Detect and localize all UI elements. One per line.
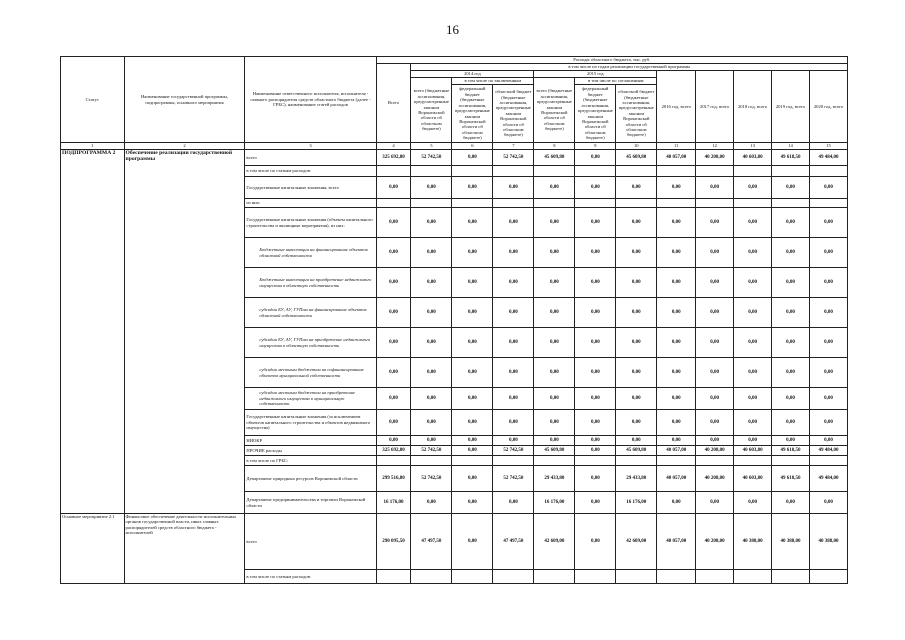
value-cell: 40 208,00 (696, 446, 734, 456)
value-cell: 52 742,50 (493, 466, 534, 492)
value-cell (696, 199, 734, 208)
value-cell: 0,00 (575, 358, 616, 388)
value-cell: 0,00 (493, 268, 534, 298)
column-number: 15 (809, 143, 847, 150)
column-number: 10 (616, 143, 657, 150)
value-cell: 0,00 (575, 177, 616, 199)
value-cell: 0,00 (376, 177, 411, 199)
value-cell: 0,00 (734, 388, 772, 410)
value-cell: 0,00 (452, 466, 493, 492)
value-cell: 0,00 (411, 410, 452, 436)
value-cell: 0,00 (734, 358, 772, 388)
value-cell: 0,00 (772, 410, 810, 436)
value-cell: 0,00 (696, 388, 734, 410)
value-cell: 40 388,00 (809, 514, 847, 570)
value-cell (734, 199, 772, 208)
value-cell: 52 742,50 (411, 466, 452, 492)
value-cell: 0,00 (534, 208, 575, 238)
row-label: всего (245, 150, 376, 166)
value-cell: 0,00 (696, 410, 734, 436)
row-label: Государственные капитальные вложения (за исключением объектов капитального строительства и объектов недвижимого имущества) (245, 410, 376, 436)
value-cell (696, 570, 734, 584)
value-cell: 0,00 (376, 268, 411, 298)
header-2019: 2019 год, всего (772, 71, 810, 143)
value-cell: 0,00 (452, 177, 493, 199)
value-cell (493, 456, 534, 466)
value-cell: 0,00 (452, 492, 493, 514)
table-row (61, 150, 848, 166)
value-cell: 0,00 (376, 388, 411, 410)
value-cell: 0,00 (772, 208, 810, 238)
value-cell (575, 456, 616, 466)
value-cell: 0,00 (534, 328, 575, 358)
value-cell: 0,00 (657, 268, 696, 298)
value-cell (493, 570, 534, 584)
value-cell: 0,00 (734, 410, 772, 436)
row-label: Бюджетные инвестиции на финансирование объектов областной собственности (245, 238, 376, 268)
value-cell: 40 603,80 (734, 466, 772, 492)
value-cell: 0,00 (411, 268, 452, 298)
value-cell: 47 497,50 (411, 514, 452, 570)
value-cell: 0,00 (734, 492, 772, 514)
value-cell: 0,00 (575, 436, 616, 446)
value-cell: 0,00 (575, 514, 616, 570)
value-cell (657, 166, 696, 177)
column-number: 5 (411, 143, 452, 150)
value-cell (411, 166, 452, 177)
header-2015-regional: областной бюджет (бюджетные ассигнования, предусмотренные законом Воронежской области об областном бюджете) (616, 85, 657, 143)
value-cell: 0,00 (809, 268, 847, 298)
value-cell (575, 199, 616, 208)
table-row (61, 514, 848, 570)
row-label: субсидии местным бюджетам на приобретение недвижимого имущества в муниципальную собственность (245, 388, 376, 410)
value-cell (734, 570, 772, 584)
value-cell: 0,00 (411, 177, 452, 199)
value-cell: 0,00 (809, 358, 847, 388)
value-cell: 0,00 (376, 238, 411, 268)
value-cell: 0,00 (772, 388, 810, 410)
value-cell (376, 199, 411, 208)
value-cell: 0,00 (696, 436, 734, 446)
value-cell: 0,00 (616, 328, 657, 358)
value-cell: 0,00 (696, 328, 734, 358)
value-cell: 40 603,80 (734, 150, 772, 166)
row-label: субсидии местным бюджетам на софинансирование объектов муниципальной собственности (245, 358, 376, 388)
row-label: Государственные капитальные вложения, всего (245, 177, 376, 199)
value-cell: 0,00 (616, 436, 657, 446)
header-by-years: в том числе по годам реализации государственной программы (411, 64, 848, 71)
value-cell: 0,00 (575, 328, 616, 358)
value-cell (696, 456, 734, 466)
value-cell: 0,00 (772, 177, 810, 199)
header-2015-federal: федеральный бюджет (бюджетные ассигнования, предусмотренные законом Воронежской области об областном бюджете) (575, 85, 616, 143)
header-executor: Наименование ответственного исполнителя, исполнителя - главного распорядителя средств областного бюджета (далее - ГРБС), наименование статей расходов (245, 57, 376, 143)
value-cell (534, 199, 575, 208)
value-cell: 0,00 (734, 298, 772, 328)
value-cell (696, 166, 734, 177)
value-cell: 0,00 (575, 466, 616, 492)
value-cell: 0,00 (493, 238, 534, 268)
value-cell: 0,00 (616, 177, 657, 199)
measure-name: Финансовое обеспечение деятельности исполнительных органов государственной власти, иных главных распорядителей средств областного бюджета - исполнителей (124, 514, 245, 584)
row-label: в том числе по статьям расходов: (245, 570, 376, 584)
value-cell: 0,00 (575, 492, 616, 514)
value-cell: 0,00 (809, 436, 847, 446)
value-cell: 0,00 (772, 328, 810, 358)
value-cell: 0,00 (376, 208, 411, 238)
value-cell (376, 570, 411, 584)
value-cell: 45 609,80 (616, 150, 657, 166)
value-cell: 0,00 (809, 177, 847, 199)
value-cell: 29 433,80 (616, 466, 657, 492)
header-2018: 2018 год, всего (734, 71, 772, 143)
value-cell: 0,00 (452, 388, 493, 410)
column-number: 13 (734, 143, 772, 150)
value-cell: 0,00 (616, 410, 657, 436)
header-total: Всего (376, 64, 411, 143)
header-2014: 2014 год (411, 71, 534, 78)
value-cell: 0,00 (696, 238, 734, 268)
value-cell: 0,00 (772, 238, 810, 268)
header-2015: 2015 год (534, 71, 657, 78)
column-number: 14 (772, 143, 810, 150)
value-cell: 0,00 (534, 268, 575, 298)
page-number: 16 (446, 22, 459, 37)
value-cell: 0,00 (657, 492, 696, 514)
value-cell: 0,00 (734, 238, 772, 268)
header-2014-regional: областной бюджет (бюджетные ассигнования, предусмотренные законом Воронежской области об областном бюджете) (493, 85, 534, 143)
value-cell: 0,00 (616, 268, 657, 298)
value-cell: 0,00 (657, 238, 696, 268)
value-cell (809, 456, 847, 466)
header-status: Статус (61, 57, 125, 143)
header-2020: 2020 год, всего (809, 71, 847, 143)
value-cell (616, 199, 657, 208)
value-cell: 0,00 (696, 208, 734, 238)
subprogram-name: Обеспечение реализации государственной программы (124, 150, 245, 514)
value-cell: 0,00 (657, 298, 696, 328)
header-program-name: Наименование государственной программы, подпрограммы, основного мероприятия (124, 57, 245, 143)
value-cell: 0,00 (534, 238, 575, 268)
header-2016: 2016 год, всего (657, 71, 696, 143)
value-cell: 0,00 (616, 208, 657, 238)
value-cell (575, 166, 616, 177)
value-cell (452, 570, 493, 584)
column-number: 3 (245, 143, 376, 150)
value-cell: 49 618,50 (772, 150, 810, 166)
value-cell: 42 609,00 (616, 514, 657, 570)
value-cell (493, 166, 534, 177)
value-cell (452, 456, 493, 466)
value-cell: 0,00 (493, 298, 534, 328)
value-cell: 49 484,00 (809, 466, 847, 492)
row-label: субсидии БУ, АУ, ГУПам на приобретение недвижимого имущества в областную собственность (245, 328, 376, 358)
value-cell: 40 388,00 (734, 514, 772, 570)
value-cell: 0,00 (696, 177, 734, 199)
row-label: всего (245, 514, 376, 570)
value-cell: 0,00 (616, 388, 657, 410)
value-cell: 0,00 (575, 268, 616, 298)
value-cell: 40 603,80 (734, 446, 772, 456)
row-label: в том числе по статьям расходов: (245, 166, 376, 177)
value-cell: 0,00 (616, 238, 657, 268)
value-cell: 0,00 (734, 436, 772, 446)
value-cell (772, 199, 810, 208)
value-cell: 45 609,80 (616, 446, 657, 456)
value-cell: 0,00 (657, 328, 696, 358)
value-cell: 40 208,00 (696, 150, 734, 166)
value-cell: 0,00 (809, 410, 847, 436)
value-cell: 16 176,00 (534, 492, 575, 514)
value-cell: 0,00 (534, 177, 575, 199)
header-2014-federal: федеральный бюджет (бюджетные ассигнования, предусмотренные законом Воронежской области об областном бюджете) (452, 85, 493, 143)
value-cell: 0,00 (493, 208, 534, 238)
value-cell (657, 456, 696, 466)
budget-table-sheet (60, 56, 848, 584)
value-cell: 290 095,50 (376, 514, 411, 570)
column-number: 1 (61, 143, 125, 150)
value-cell: 40 057,00 (657, 446, 696, 456)
value-cell: 40 208,00 (696, 514, 734, 570)
value-cell: 325 692,80 (376, 150, 411, 166)
header-2014-contracts: в том числе по заключенным (452, 78, 534, 85)
value-cell (657, 199, 696, 208)
value-cell: 0,00 (452, 328, 493, 358)
value-cell: 0,00 (657, 410, 696, 436)
value-cell: 0,00 (493, 492, 534, 514)
value-cell (616, 570, 657, 584)
value-cell: 0,00 (772, 268, 810, 298)
value-cell (411, 570, 452, 584)
row-label: НИОКР (245, 436, 376, 446)
value-cell: 42 609,00 (534, 514, 575, 570)
header-expenditures: Расходы областного бюджета, тыс. руб. (376, 57, 847, 64)
value-cell: 0,00 (616, 298, 657, 328)
value-cell (734, 456, 772, 466)
value-cell: 0,00 (411, 328, 452, 358)
column-number: 7 (493, 143, 534, 150)
value-cell: 0,00 (411, 298, 452, 328)
value-cell: 16 176,00 (616, 492, 657, 514)
value-cell (452, 166, 493, 177)
value-cell: 0,00 (452, 410, 493, 436)
value-cell: 0,00 (575, 150, 616, 166)
value-cell: 0,00 (809, 238, 847, 268)
value-cell: 0,00 (734, 208, 772, 238)
value-cell (376, 166, 411, 177)
column-number: 4 (376, 143, 411, 150)
value-cell (411, 456, 452, 466)
value-cell: 0,00 (734, 177, 772, 199)
value-cell: 45 609,80 (534, 446, 575, 456)
value-cell: 0,00 (575, 298, 616, 328)
value-cell: 0,00 (452, 238, 493, 268)
header-2014-total: всего (бюджетные ассигнования, предусмотренные законом Воронежской области об областном бюджете) (411, 78, 452, 143)
header-2017: 2017 год, всего (696, 71, 734, 143)
value-cell (534, 166, 575, 177)
value-cell: 0,00 (493, 358, 534, 388)
value-cell: 0,00 (575, 410, 616, 436)
value-cell (534, 570, 575, 584)
value-cell: 52 742,50 (493, 150, 534, 166)
value-cell (376, 456, 411, 466)
value-cell (493, 199, 534, 208)
value-cell: 0,00 (696, 298, 734, 328)
column-number: 8 (534, 143, 575, 150)
value-cell: 0,00 (809, 328, 847, 358)
value-cell (616, 456, 657, 466)
value-cell (534, 456, 575, 466)
value-cell: 0,00 (575, 238, 616, 268)
value-cell (772, 570, 810, 584)
value-cell: 0,00 (696, 268, 734, 298)
value-cell: 0,00 (493, 436, 534, 446)
value-cell: 0,00 (452, 150, 493, 166)
value-cell: 47 497,50 (493, 514, 534, 570)
value-cell: 0,00 (493, 410, 534, 436)
value-cell: 0,00 (411, 238, 452, 268)
value-cell: 0,00 (616, 358, 657, 388)
row-label: Бюджетные инвестиции на приобретение недвижимого имущества в областную собственность (245, 268, 376, 298)
value-cell: 40 057,00 (657, 514, 696, 570)
value-cell: 0,00 (575, 388, 616, 410)
value-cell: 0,00 (772, 492, 810, 514)
value-cell: 16 176,00 (376, 492, 411, 514)
value-cell: 0,00 (411, 358, 452, 388)
value-cell: 0,00 (493, 388, 534, 410)
value-cell: 0,00 (772, 298, 810, 328)
value-cell: 0,00 (772, 358, 810, 388)
value-cell (411, 199, 452, 208)
column-number: 2 (124, 143, 245, 150)
value-cell: 0,00 (376, 298, 411, 328)
value-cell: 0,00 (534, 358, 575, 388)
value-cell: 0,00 (452, 208, 493, 238)
value-cell: 0,00 (411, 436, 452, 446)
value-cell: 0,00 (376, 410, 411, 436)
value-cell: 299 516,80 (376, 466, 411, 492)
value-cell (452, 199, 493, 208)
value-cell: 40 388,00 (772, 514, 810, 570)
value-cell (809, 570, 847, 584)
value-cell: 0,00 (452, 436, 493, 446)
value-cell: 0,00 (534, 436, 575, 446)
value-cell: 0,00 (493, 328, 534, 358)
value-cell (616, 166, 657, 177)
value-cell (809, 166, 847, 177)
header-2015-agreements: в том числе по соглашениям (575, 78, 657, 85)
value-cell: 52 742,50 (493, 446, 534, 456)
column-number: 6 (452, 143, 493, 150)
value-cell: 0,00 (411, 388, 452, 410)
value-cell: 52 742,50 (411, 150, 452, 166)
value-cell (772, 456, 810, 466)
value-cell: 0,00 (575, 208, 616, 238)
value-cell: 0,00 (534, 410, 575, 436)
value-cell: 0,00 (657, 358, 696, 388)
row-label: субсидии БУ, АУ, ГУПам на финансирование объектов областной собственности (245, 298, 376, 328)
value-cell: 0,00 (657, 388, 696, 410)
value-cell (575, 570, 616, 584)
value-cell: 0,00 (376, 436, 411, 446)
value-cell: 0,00 (657, 436, 696, 446)
value-cell: 40 057,00 (657, 466, 696, 492)
value-cell: 40 057,00 (657, 150, 696, 166)
value-cell: 0,00 (734, 328, 772, 358)
value-cell: 0,00 (809, 298, 847, 328)
row-label: Департамент природных ресурсов Воронежской области (245, 466, 376, 492)
value-cell: 0,00 (809, 492, 847, 514)
value-cell: 0,00 (534, 388, 575, 410)
value-cell: 0,00 (411, 208, 452, 238)
row-label: из них: (245, 199, 376, 208)
row-label: в том числе по ГРБС: (245, 456, 376, 466)
value-cell: 0,00 (657, 177, 696, 199)
row-label: Государственные капитальные вложения (объекты капитального строительства и жилищные мероприятия), из них: (245, 208, 376, 238)
value-cell: 0,00 (696, 358, 734, 388)
value-cell (772, 166, 810, 177)
value-cell: 40 208,00 (696, 466, 734, 492)
value-cell: 49 484,00 (809, 150, 847, 166)
value-cell (734, 166, 772, 177)
column-number: 9 (575, 143, 616, 150)
budget-table (60, 56, 848, 584)
row-label: ПРОЧИЕ расходы (245, 446, 376, 456)
value-cell: 0,00 (696, 492, 734, 514)
value-cell: 0,00 (376, 328, 411, 358)
value-cell (809, 199, 847, 208)
value-cell: 0,00 (534, 298, 575, 328)
row-label: Департамент предпринимательства и торговли Воронежской области (245, 492, 376, 514)
value-cell: 45 609,80 (534, 150, 575, 166)
value-cell: 0,00 (452, 446, 493, 456)
value-cell: 49 484,00 (809, 446, 847, 456)
value-cell: 0,00 (452, 268, 493, 298)
header-2015-total: всего (бюджетные ассигнования, предусмотренные законом Воронежской области об областном бюджете) (534, 78, 575, 143)
value-cell: 29 433,80 (534, 466, 575, 492)
value-cell: 0,00 (376, 358, 411, 388)
value-cell: 0,00 (575, 446, 616, 456)
value-cell (657, 570, 696, 584)
measure-status: Основное мероприятие 2.1 (61, 514, 125, 584)
value-cell: 0,00 (772, 436, 810, 446)
value-cell: 325 692,80 (376, 446, 411, 456)
value-cell: 0,00 (809, 388, 847, 410)
value-cell: 0,00 (734, 268, 772, 298)
value-cell: 49 618,50 (772, 466, 810, 492)
value-cell: 49 618,50 (772, 446, 810, 456)
value-cell: 0,00 (657, 208, 696, 238)
column-number: 12 (696, 143, 734, 150)
value-cell: 0,00 (452, 358, 493, 388)
value-cell: 0,00 (452, 514, 493, 570)
value-cell: 0,00 (411, 492, 452, 514)
value-cell: 0,00 (452, 298, 493, 328)
value-cell: 52 742,50 (411, 446, 452, 456)
value-cell: 0,00 (809, 208, 847, 238)
column-number: 11 (657, 143, 696, 150)
subprogram-status: ПОДПРОГРАММА 2 (61, 150, 125, 514)
value-cell: 0,00 (493, 177, 534, 199)
